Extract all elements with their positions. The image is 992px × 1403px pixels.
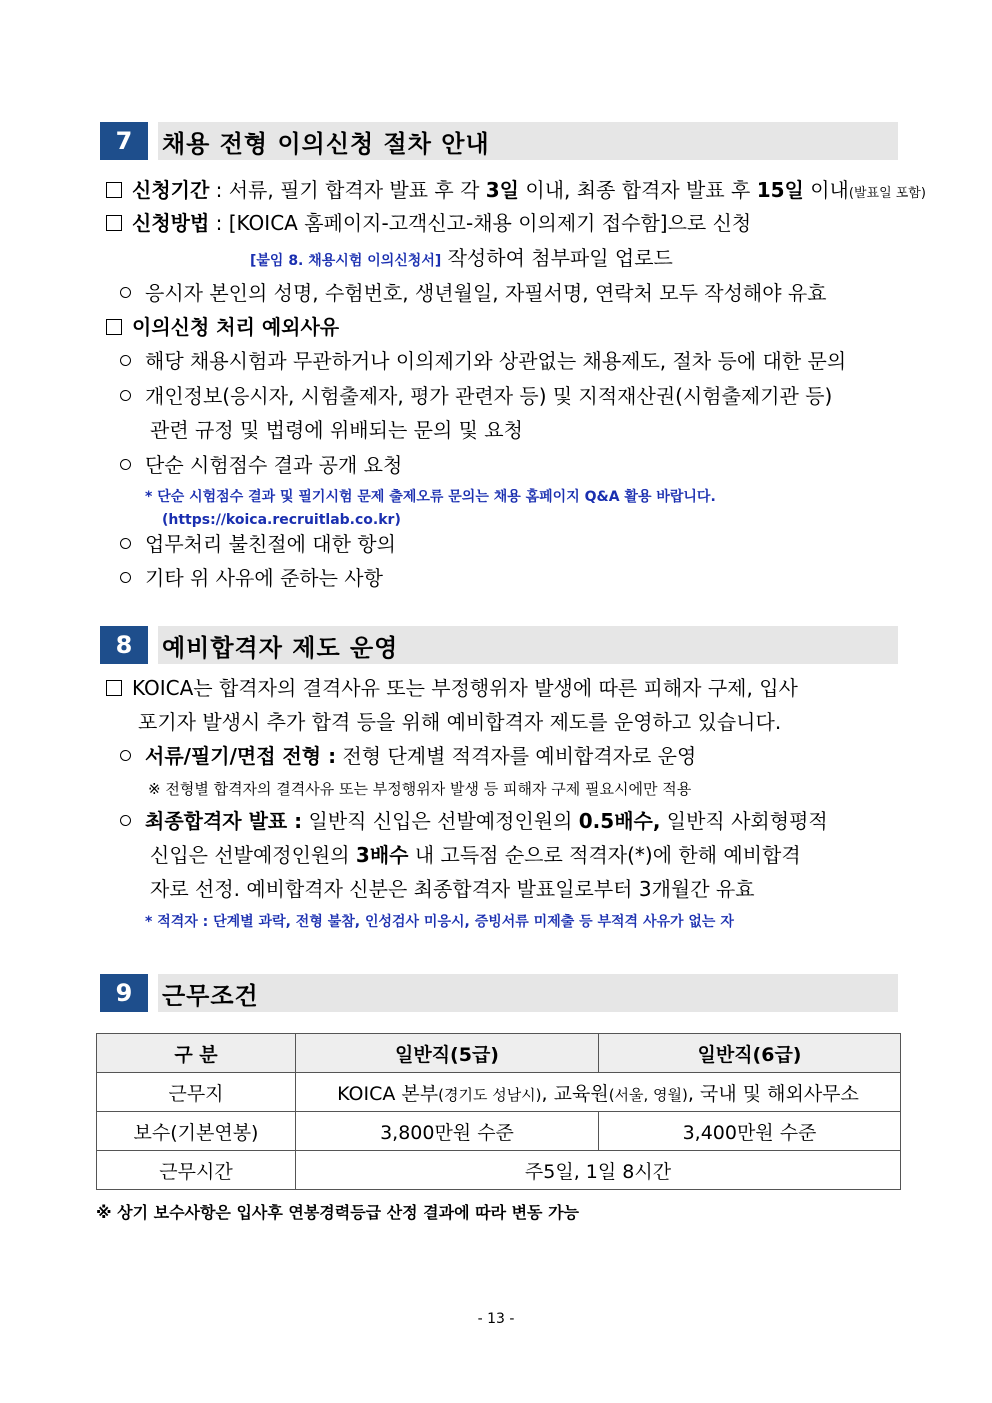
exception-item-cont: 관련 규정 및 법령에 위배되는 문의 및 요청	[150, 418, 523, 442]
reserve-intro-cont: 포기자 발생시 추가 합격 등을 위해 예비합격자 제도를 운영하고 있습니다.	[138, 710, 782, 734]
table-row	[97, 1112, 901, 1151]
section-8-header	[100, 626, 898, 664]
exception-heading: 이의신청 처리 예외사유	[106, 313, 339, 341]
circle-bullet-icon	[120, 750, 131, 761]
section-title: 채용 전형 이의신청 절차 안내	[158, 122, 898, 160]
reserve-bullet: 서류/필기/면접 전형 : 전형 단계별 적격자를 예비합격자로 운영	[120, 742, 696, 770]
table-row	[97, 1151, 901, 1190]
section-9-header	[100, 974, 898, 1012]
circle-bullet-icon	[120, 815, 131, 826]
exception-item: 단순 시험점수 결과 공개 요청	[120, 451, 402, 479]
circle-bullet-icon	[120, 287, 131, 298]
section-number: 7	[100, 122, 148, 160]
circle-bullet-icon	[120, 572, 131, 583]
salary-5-cell: 3,800만원 수준	[296, 1112, 599, 1151]
exception-item: 기타 위 사유에 준하는 사항	[120, 564, 383, 592]
salary-6-cell: 3,400만원 수준	[599, 1112, 901, 1151]
checkbox-square-icon	[106, 680, 122, 696]
reserve-bullet: 최종합격자 발표 : 일반직 신입은 선발예정인원의 0.5배수, 일반직 사회형평적	[120, 807, 828, 835]
circle-bullet-icon	[120, 355, 131, 366]
reserve-intro: KOICA는 합격자의 결격사유 또는 부정행위자 발생에 따른 피해자 구제, 입사	[106, 674, 798, 702]
section-title: 근무조건	[158, 974, 898, 1012]
exception-item: 업무처리 불친절에 대한 항의	[120, 530, 396, 558]
exception-item: 개인정보(응시자, 시험출제자, 평가 관련자 등) 및 지적재산권(시험출제기관 등)	[120, 382, 832, 410]
table-header: 일반직(6급)	[599, 1034, 901, 1073]
table-row	[97, 1073, 901, 1112]
qa-link: (https://koica.recruitlab.co.kr)	[162, 512, 401, 528]
checkbox-square-icon	[106, 182, 122, 198]
circle-bullet-icon	[120, 538, 131, 549]
row-label: 근무시간	[97, 1151, 296, 1190]
checkbox-square-icon	[106, 215, 122, 231]
circle-bullet-icon	[120, 390, 131, 401]
salary-footnote: ※ 상기 보수사항은 입사후 연봉경력등급 산정 결과에 따라 변동 가능	[96, 1203, 580, 1222]
row-label: 보수(기본연봉)	[97, 1112, 296, 1151]
reserve-note: ※ 전형별 합격자의 결격사유 또는 부정행위자 발생 등 피해자 구제 필요시에만 적용	[148, 780, 692, 798]
table-header: 일반직(5급)	[296, 1034, 599, 1073]
checkbox-square-icon	[106, 319, 122, 335]
circle-bullet-icon	[120, 459, 131, 470]
work-hours-cell: 주5일, 1일 8시간	[296, 1151, 901, 1190]
apply-period-line: 신청기간 : 서류, 필기 합격자 발표 후 각 3일 이내, 최종 합격자 발표 후 15일 이내(발표일 포함)	[106, 176, 898, 208]
attach-line: [붙임 8. 채용시험 이의신청서] 작성하여 첨부파일 업로드	[250, 246, 673, 270]
section-number: 9	[100, 974, 148, 1012]
qa-note: * 단순 시험점수 결과 및 필기시험 문제 출제오류 문의는 채용 홈페이지 Q&A 활용 바랍니다.	[145, 489, 716, 505]
work-conditions-table	[96, 1033, 901, 1190]
section-number: 8	[100, 626, 148, 664]
page-number: - 13 -	[477, 1311, 515, 1327]
eligible-note: * 적격자 : 단계별 과락, 전형 불참, 인성검사 미응시, 증빙서류 미제출 등 부적격 사유가 없는 자	[145, 914, 734, 930]
row-label: 근무지	[97, 1073, 296, 1112]
table-header: 구 분	[97, 1034, 296, 1073]
exception-item: 해당 채용시험과 무관하거나 이의제기와 상관없는 채용제도, 절차 등에 대한 문의	[120, 347, 846, 375]
section-title: 예비합격자 제도 운영	[158, 626, 898, 664]
bullet-valid: 응시자 본인의 성명, 수험번호, 생년월일, 자필서명, 연락처 모두 작성해야 유효	[120, 279, 827, 307]
table-header-row	[97, 1034, 901, 1073]
reserve-bullet-cont: 신입은 선발예정인원의 3배수 내 고득점 순으로 적격자(*)에 한해 예비합격	[150, 843, 801, 867]
workplace-cell: KOICA 본부(경기도 성남시), 교육원(서울, 영월), 국내 및 해외사무소	[296, 1073, 901, 1112]
apply-method-line: 신청방법 : [KOICA 홈페이지-고객신고-채용 이의제기 접수함]으로 신청	[106, 209, 751, 237]
section-7-header	[100, 122, 898, 160]
reserve-bullet-cont: 자로 선정. 예비합격자 신분은 최종합격자 발표일로부터 3개월간 유효	[150, 877, 755, 901]
